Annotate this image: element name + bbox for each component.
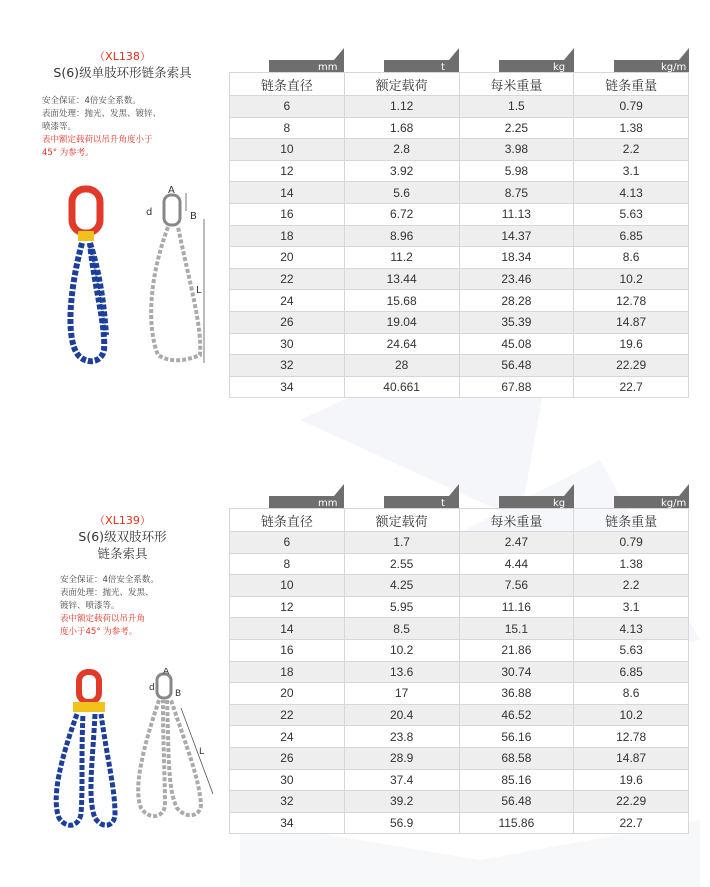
single-leg-sling-photo bbox=[60, 185, 130, 375]
note-line: 表中额定载荷以吊升角 bbox=[60, 614, 146, 624]
cell-rated-load: 13.6 bbox=[344, 661, 459, 683]
cell-weight-per-meter: 85.16 bbox=[459, 769, 574, 791]
cell-weight-per-meter: 56.48 bbox=[459, 791, 574, 813]
cell-weight-per-meter: 21.86 bbox=[459, 639, 574, 661]
table-row bbox=[230, 225, 689, 247]
cell-rated-load: 40.661 bbox=[344, 376, 459, 398]
product-description bbox=[30, 95, 215, 160]
cell-rated-load: 8.96 bbox=[344, 225, 459, 247]
cell-rated-load: 8.5 bbox=[344, 618, 459, 640]
cell-chain-weight: 12.78 bbox=[574, 290, 689, 312]
cell-chain-weight: 19.6 bbox=[574, 333, 689, 355]
table-row bbox=[230, 596, 689, 618]
cell-weight-per-meter: 28.28 bbox=[459, 290, 574, 312]
cell-rated-load: 5.6 bbox=[344, 182, 459, 204]
desc-line: 表面处理：抛光、发黑、镀锌、 bbox=[42, 109, 162, 119]
unit-kg: kg bbox=[553, 62, 566, 73]
header-weight-per-meter: 每米重量 bbox=[459, 73, 574, 96]
table-row bbox=[230, 160, 689, 182]
cell-chain-diameter: 16 bbox=[230, 639, 345, 661]
dim-label-a: A bbox=[168, 185, 175, 196]
unit-kg: kg bbox=[553, 498, 566, 509]
cell-chain-diameter: 32 bbox=[230, 355, 345, 377]
header-weight-per-meter: 每米重量 bbox=[459, 509, 574, 532]
cell-chain-diameter: 18 bbox=[230, 661, 345, 683]
product-section-xl138 bbox=[0, 0, 710, 430]
cell-rated-load: 19.04 bbox=[344, 311, 459, 333]
table-row bbox=[230, 376, 689, 398]
cell-chain-weight: 6.85 bbox=[574, 225, 689, 247]
cell-chain-weight: 1.38 bbox=[574, 553, 689, 575]
cell-chain-diameter: 10 bbox=[230, 139, 345, 161]
cell-chain-diameter: 34 bbox=[230, 812, 345, 834]
dim-label-l: L bbox=[199, 747, 205, 757]
table-row bbox=[230, 747, 689, 769]
cell-chain-weight: 5.63 bbox=[574, 639, 689, 661]
cell-rated-load: 39.2 bbox=[344, 791, 459, 813]
cell-rated-load: 15.68 bbox=[344, 290, 459, 312]
cell-chain-weight: 12.78 bbox=[574, 726, 689, 748]
header-chain-diameter: 链条直径 bbox=[230, 73, 345, 96]
cell-chain-weight: 14.87 bbox=[574, 311, 689, 333]
cell-chain-diameter: 20 bbox=[230, 683, 345, 705]
cell-chain-diameter: 8 bbox=[230, 553, 345, 575]
table-row bbox=[230, 333, 689, 355]
product-title-line: S(6)级单肢环形链条索具 bbox=[53, 65, 192, 80]
product-code: （XL138） bbox=[94, 50, 151, 63]
unit-kg-per-m: kg/m bbox=[661, 498, 687, 509]
cell-weight-per-meter: 18.34 bbox=[459, 247, 574, 269]
cell-weight-per-meter: 115.86 bbox=[459, 812, 574, 834]
table-row bbox=[230, 532, 689, 554]
cell-chain-diameter: 26 bbox=[230, 311, 345, 333]
table-row bbox=[230, 182, 689, 204]
cell-weight-per-meter: 1.5 bbox=[459, 96, 574, 118]
product-description bbox=[30, 574, 215, 639]
cell-weight-per-meter: 23.46 bbox=[459, 268, 574, 290]
desc-line: 表面处理：抛光、发黑、 bbox=[60, 588, 154, 598]
cell-chain-weight: 6.85 bbox=[574, 661, 689, 683]
cell-chain-diameter: 6 bbox=[230, 532, 345, 554]
cell-chain-diameter: 26 bbox=[230, 747, 345, 769]
cell-chain-diameter: 6 bbox=[230, 96, 345, 118]
cell-rated-load: 13.44 bbox=[344, 268, 459, 290]
cell-rated-load: 10.2 bbox=[344, 639, 459, 661]
cell-rated-load: 2.55 bbox=[344, 553, 459, 575]
table-row bbox=[230, 575, 689, 597]
table-row bbox=[230, 247, 689, 269]
cell-chain-diameter: 30 bbox=[230, 333, 345, 355]
table-header-row bbox=[230, 73, 689, 96]
cell-rated-load: 37.4 bbox=[344, 769, 459, 791]
cell-chain-diameter: 24 bbox=[230, 726, 345, 748]
double-leg-technical-drawing bbox=[125, 668, 220, 838]
desc-line: 喷漆等。 bbox=[42, 122, 77, 132]
table-row bbox=[230, 683, 689, 705]
table-row bbox=[230, 618, 689, 640]
unit-t: t bbox=[441, 62, 445, 73]
cell-chain-weight: 10.2 bbox=[574, 268, 689, 290]
dim-label-d: d bbox=[146, 207, 153, 218]
spec-table-xl139 bbox=[229, 508, 689, 834]
note-line: 表中额定载荷以吊升角度小于 bbox=[42, 135, 153, 145]
note-line: 45° 为参考。 bbox=[42, 148, 94, 158]
cell-chain-weight: 10.2 bbox=[574, 704, 689, 726]
cell-chain-weight: 0.79 bbox=[574, 532, 689, 554]
dim-label-b: B bbox=[190, 211, 197, 222]
cell-rated-load: 20.4 bbox=[344, 704, 459, 726]
cell-weight-per-meter: 30.74 bbox=[459, 661, 574, 683]
cell-chain-diameter: 32 bbox=[230, 791, 345, 813]
cell-chain-weight: 2.2 bbox=[574, 575, 689, 597]
unit-header-bar bbox=[229, 484, 689, 508]
cell-chain-weight: 22.29 bbox=[574, 355, 689, 377]
cell-chain-diameter: 20 bbox=[230, 247, 345, 269]
table-row bbox=[230, 661, 689, 683]
dim-label-b: B bbox=[175, 689, 182, 699]
cell-weight-per-meter: 35.39 bbox=[459, 311, 574, 333]
table-row bbox=[230, 311, 689, 333]
cell-chain-weight: 14.87 bbox=[574, 747, 689, 769]
cell-chain-weight: 5.63 bbox=[574, 203, 689, 225]
cell-rated-load: 17 bbox=[344, 683, 459, 705]
product-section-xl139 bbox=[0, 440, 710, 887]
cell-rated-load: 11.2 bbox=[344, 247, 459, 269]
cell-chain-weight: 3.1 bbox=[574, 596, 689, 618]
cell-rated-load: 5.95 bbox=[344, 596, 459, 618]
header-rated-load: 额定载荷 bbox=[344, 73, 459, 96]
cell-weight-per-meter: 7.56 bbox=[459, 575, 574, 597]
cell-weight-per-meter: 56.16 bbox=[459, 726, 574, 748]
single-leg-technical-drawing bbox=[140, 185, 220, 375]
table-row bbox=[230, 726, 689, 748]
product-title bbox=[30, 528, 215, 562]
cell-weight-per-meter: 11.16 bbox=[459, 596, 574, 618]
cell-weight-per-meter: 56.48 bbox=[459, 355, 574, 377]
unit-t: t bbox=[441, 498, 445, 509]
cell-chain-diameter: 14 bbox=[230, 182, 345, 204]
cell-weight-per-meter: 4.44 bbox=[459, 553, 574, 575]
cell-chain-diameter: 12 bbox=[230, 596, 345, 618]
cell-chain-weight: 8.6 bbox=[574, 247, 689, 269]
unit-header-bar bbox=[229, 48, 689, 72]
cell-rated-load: 24.64 bbox=[344, 333, 459, 355]
table-row bbox=[230, 355, 689, 377]
cell-weight-per-meter: 8.75 bbox=[459, 182, 574, 204]
cell-weight-per-meter: 14.37 bbox=[459, 225, 574, 247]
dim-label-l: L bbox=[196, 285, 202, 296]
desc-line: 安全保证：4倍安全系数。 bbox=[60, 575, 159, 585]
cell-rated-load: 56.9 bbox=[344, 812, 459, 834]
header-chain-weight: 链条重量 bbox=[574, 73, 689, 96]
cell-rated-load: 1.12 bbox=[344, 96, 459, 118]
cell-weight-per-meter: 11.13 bbox=[459, 203, 574, 225]
product-code: （XL139） bbox=[94, 514, 151, 527]
cell-weight-per-meter: 2.25 bbox=[459, 117, 574, 139]
table-row bbox=[230, 203, 689, 225]
product-info-xl138 bbox=[30, 48, 215, 160]
double-leg-sling-photo bbox=[45, 668, 125, 838]
spec-table-xl138 bbox=[229, 72, 689, 398]
cell-chain-diameter: 8 bbox=[230, 117, 345, 139]
cell-chain-diameter: 10 bbox=[230, 575, 345, 597]
cell-weight-per-meter: 5.98 bbox=[459, 160, 574, 182]
table-row bbox=[230, 553, 689, 575]
dim-label-d: d bbox=[149, 683, 155, 693]
cell-chain-weight: 1.38 bbox=[574, 117, 689, 139]
header-chain-weight: 链条重量 bbox=[574, 509, 689, 532]
table-row bbox=[230, 96, 689, 118]
table-row bbox=[230, 791, 689, 813]
cell-weight-per-meter: 68.58 bbox=[459, 747, 574, 769]
header-rated-load: 额定载荷 bbox=[344, 509, 459, 532]
table-row bbox=[230, 812, 689, 834]
note-line: 度小于45° 为参考。 bbox=[60, 627, 138, 637]
cell-chain-weight: 22.29 bbox=[574, 791, 689, 813]
table-row bbox=[230, 139, 689, 161]
cell-chain-diameter: 16 bbox=[230, 203, 345, 225]
desc-line: 镀锌、喷漆等。 bbox=[60, 601, 120, 611]
cell-chain-diameter: 34 bbox=[230, 376, 345, 398]
desc-line: 安全保证：4倍安全系数。 bbox=[42, 96, 141, 106]
cell-chain-weight: 2.2 bbox=[574, 139, 689, 161]
cell-chain-diameter: 14 bbox=[230, 618, 345, 640]
cell-chain-diameter: 12 bbox=[230, 160, 345, 182]
cell-rated-load: 1.68 bbox=[344, 117, 459, 139]
cell-weight-per-meter: 36.88 bbox=[459, 683, 574, 705]
cell-chain-weight: 22.7 bbox=[574, 376, 689, 398]
cell-chain-diameter: 22 bbox=[230, 268, 345, 290]
cell-weight-per-meter: 15.1 bbox=[459, 618, 574, 640]
product-title-line: 链条索具 bbox=[97, 546, 148, 561]
table-header-row bbox=[230, 509, 689, 532]
cell-rated-load: 3.92 bbox=[344, 160, 459, 182]
table-row bbox=[230, 639, 689, 661]
cell-chain-weight: 19.6 bbox=[574, 769, 689, 791]
cell-rated-load: 1.7 bbox=[344, 532, 459, 554]
cell-chain-weight: 4.13 bbox=[574, 182, 689, 204]
cell-rated-load: 2.8 bbox=[344, 139, 459, 161]
cell-weight-per-meter: 46.52 bbox=[459, 704, 574, 726]
cell-chain-diameter: 24 bbox=[230, 290, 345, 312]
cell-chain-weight: 4.13 bbox=[574, 618, 689, 640]
cell-weight-per-meter: 2.47 bbox=[459, 532, 574, 554]
table-row bbox=[230, 268, 689, 290]
cell-rated-load: 23.8 bbox=[344, 726, 459, 748]
cell-rated-load: 4.25 bbox=[344, 575, 459, 597]
cell-weight-per-meter: 67.88 bbox=[459, 376, 574, 398]
cell-chain-weight: 3.1 bbox=[574, 160, 689, 182]
header-chain-diameter: 链条直径 bbox=[230, 509, 345, 532]
product-title-line: S(6)级双肢环形 bbox=[78, 529, 167, 544]
table-row bbox=[230, 290, 689, 312]
cell-rated-load: 6.72 bbox=[344, 203, 459, 225]
cell-chain-weight: 22.7 bbox=[574, 812, 689, 834]
dim-label-a: A bbox=[163, 668, 170, 677]
cell-chain-diameter: 30 bbox=[230, 769, 345, 791]
cell-weight-per-meter: 3.98 bbox=[459, 139, 574, 161]
cell-chain-diameter: 18 bbox=[230, 225, 345, 247]
cell-chain-weight: 8.6 bbox=[574, 683, 689, 705]
unit-mm: mm bbox=[318, 498, 338, 509]
cell-chain-weight: 0.79 bbox=[574, 96, 689, 118]
product-info-xl139 bbox=[30, 512, 215, 639]
product-title bbox=[30, 64, 215, 81]
table-row bbox=[230, 704, 689, 726]
table-row bbox=[230, 769, 689, 791]
cell-chain-diameter: 22 bbox=[230, 704, 345, 726]
unit-kg-per-m: kg/m bbox=[661, 62, 687, 73]
unit-mm: mm bbox=[318, 62, 338, 73]
cell-weight-per-meter: 45.08 bbox=[459, 333, 574, 355]
cell-rated-load: 28 bbox=[344, 355, 459, 377]
table-row bbox=[230, 117, 689, 139]
cell-rated-load: 28.9 bbox=[344, 747, 459, 769]
